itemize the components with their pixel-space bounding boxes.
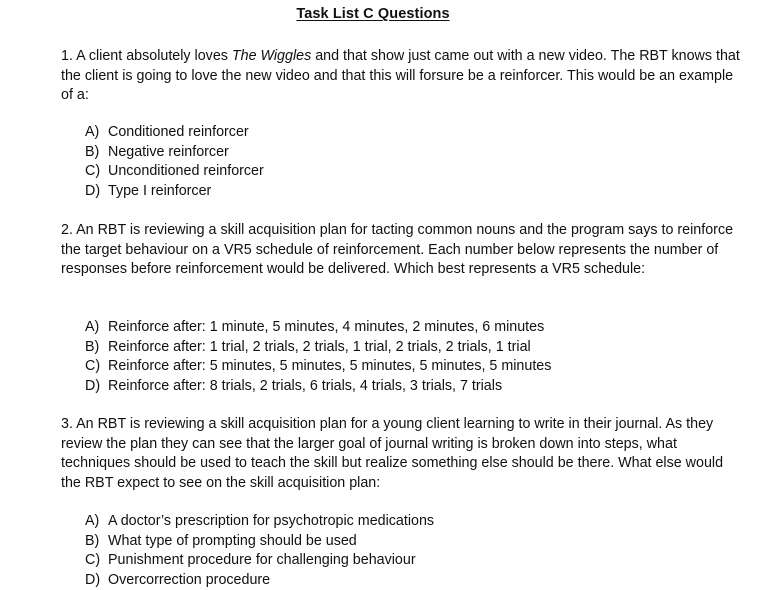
option-letter: D) <box>85 377 108 397</box>
question-3-text <box>61 415 741 493</box>
option-item <box>85 377 551 397</box>
question-1-text <box>61 47 741 106</box>
option-item <box>85 123 264 143</box>
option-item <box>85 162 264 182</box>
option-text: Type I reinforcer <box>108 182 211 202</box>
option-item <box>85 357 551 377</box>
option-letter: A) <box>85 512 108 532</box>
question-3 <box>61 415 741 493</box>
option-item <box>85 551 434 571</box>
option-text: Reinforce after: 8 trials, 2 trials, 6 trials, 4 trials, 3 trials, 7 trials <box>108 377 502 397</box>
option-letter: C) <box>85 162 108 182</box>
option-letter: B) <box>85 532 108 552</box>
question-1-number: 1. <box>61 48 73 64</box>
option-item <box>85 182 264 202</box>
option-item <box>85 512 434 532</box>
option-text: Punishment procedure for challenging behaviour <box>108 551 416 571</box>
option-text: Reinforce after: 1 trial, 2 trials, 2 trials, 1 trial, 2 trials, 2 trials, 1 trial <box>108 338 531 358</box>
option-item <box>85 338 551 358</box>
option-item <box>85 318 551 338</box>
option-text: What type of prompting should be used <box>108 532 357 552</box>
option-text: Negative reinforcer <box>108 143 229 163</box>
option-item <box>85 571 434 590</box>
option-letter: C) <box>85 357 108 377</box>
option-text: Reinforce after: 1 minute, 5 minutes, 4 minutes, 2 minutes, 6 minutes <box>108 318 544 338</box>
question-1 <box>61 47 741 106</box>
document-title: Task List C Questions <box>0 6 746 22</box>
option-letter: C) <box>85 551 108 571</box>
question-1-text-after: and that show just came out with a new video. The RBT knows that the client is going to love the new video and that this will forsure be a reinforcer. This would be an example of a: <box>61 48 740 103</box>
question-1-text-before: A client absolutely loves <box>76 48 232 64</box>
question-1-show-title: The Wiggles <box>232 48 311 64</box>
option-text: A doctor’s prescription for psychotropic medications <box>108 512 434 532</box>
question-2-text <box>61 221 741 280</box>
option-letter: B) <box>85 143 108 163</box>
option-letter: B) <box>85 338 108 358</box>
option-letter: D) <box>85 182 108 202</box>
option-text: Unconditioned reinforcer <box>108 162 264 182</box>
question-3-number: 3. <box>61 416 73 432</box>
question-2 <box>61 221 741 280</box>
option-text: Reinforce after: 5 minutes, 5 minutes, 5 minutes, 5 minutes, 5 minutes <box>108 357 551 377</box>
question-2-body: An RBT is reviewing a skill acquisition plan for tacting common nouns and the program says to reinforce the target behaviour on a VR5 schedule of reinforcement. Each number below represents the number of responses before reinforcement would be delivered. Which best represents a VR5 schedule: <box>61 222 733 277</box>
option-letter: A) <box>85 123 108 143</box>
question-3-body: An RBT is reviewing a skill acquisition plan for a young client learning to write in their journal. As they review the plan they can see that the larger goal of journal writing is broken down into steps, what techniques should be used to teach the skill but realize something else should be there. What else would the RBT expect to see on the skill acquisition plan: <box>61 416 723 491</box>
option-text: Conditioned reinforcer <box>108 123 249 143</box>
option-item <box>85 143 264 163</box>
question-1-options <box>85 123 264 201</box>
question-3-options <box>85 512 434 590</box>
option-text: Overcorrection procedure <box>108 571 270 590</box>
option-letter: D) <box>85 571 108 590</box>
option-item <box>85 532 434 552</box>
question-2-number: 2. <box>61 222 73 238</box>
option-letter: A) <box>85 318 108 338</box>
question-2-options <box>85 318 551 396</box>
